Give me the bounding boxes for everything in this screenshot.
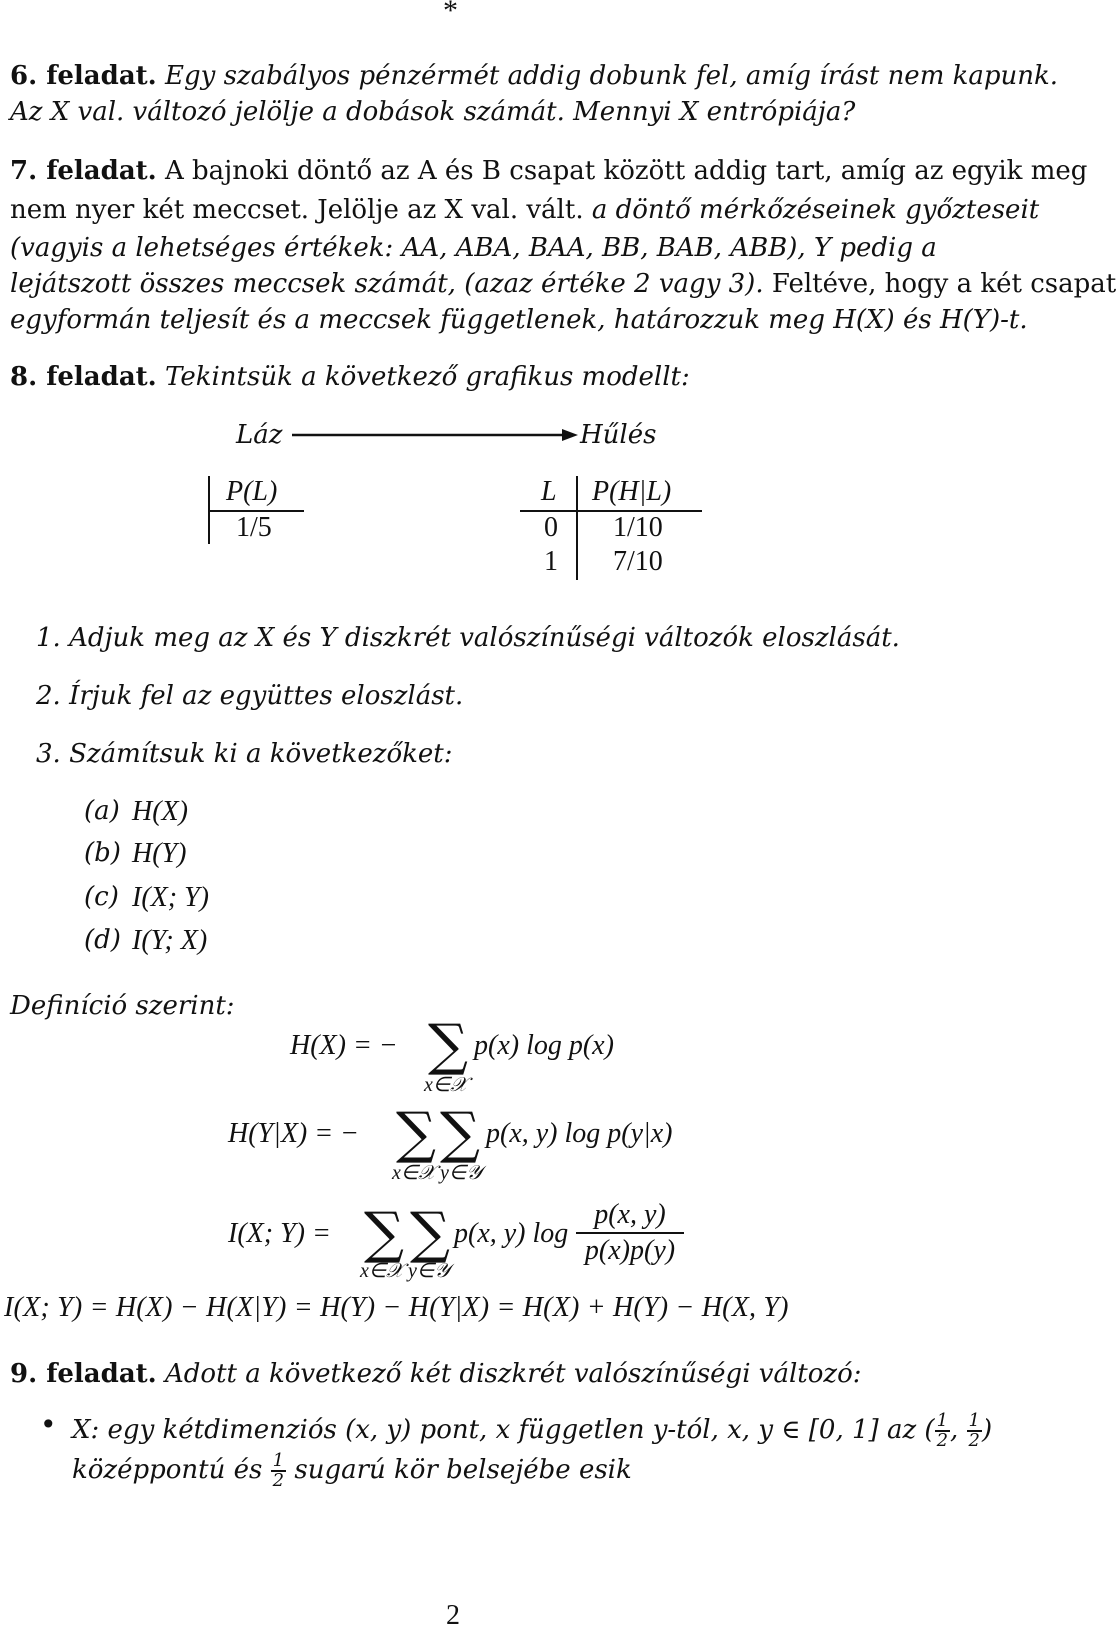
question-2: 2. Írjuk fel az együttes eloszlást.: [36, 681, 464, 711]
half-fraction-2-den: 2: [968, 1430, 980, 1451]
problem-7-text-2b: a döntő mérkőzéseinek győzteseit: [591, 195, 1040, 225]
formula-hx-sub: x∈𝒳: [424, 1074, 468, 1096]
formula-hx-sum: ∑: [428, 1013, 468, 1078]
subitem-c-tag: (c): [84, 882, 119, 912]
question-1: 1. Adjuk meg az X és Y diszkrét valószínűségi változók eloszlását.: [36, 623, 900, 653]
problem-7-line-2: [10, 192, 1039, 228]
half-fraction-1: [935, 1412, 950, 1450]
subitem-b-expr: H(Y): [132, 838, 187, 869]
half-fraction-1-num: 1: [936, 1410, 949, 1431]
subitem-a-expr: H(X): [132, 796, 188, 827]
formula-ixy-body: p(x, y) log: [454, 1218, 569, 1249]
formula-hx-body: p(x) log p(x): [474, 1030, 614, 1061]
question-3: 3. Számítsuk ki a következőket:: [36, 739, 453, 769]
formula-ixy-sum1: ∑: [364, 1201, 404, 1266]
half-fraction-3: [271, 1452, 286, 1490]
page-number: 2: [446, 1600, 460, 1631]
problem-7-text-4b: Feltéve, hogy a két csapat: [771, 269, 1116, 299]
problem-7-line-1: [10, 153, 1087, 189]
table2-col1-header: L: [541, 476, 557, 507]
problem-7-text-1: A bajnoki döntő az A és B csapat között addig tart, amíg az egyik meg: [165, 156, 1088, 186]
problem-7-label: 7. feladat.: [10, 156, 157, 186]
half-fraction-2-num: 1: [968, 1410, 980, 1431]
table2-row1-l: 0: [544, 512, 558, 543]
node-hules: Hűlés: [580, 420, 657, 450]
problem-7-text-2a: nem nyer két meccset. Jelölje az X val. vált.: [10, 195, 584, 225]
subitem-d-tag: (d): [84, 925, 121, 955]
definition-label: Definíció szerint:: [10, 991, 235, 1021]
bullet-icon: •: [40, 1408, 57, 1441]
half-fraction-1-den: 2: [936, 1430, 949, 1451]
formula-ixy-sub2: y∈𝒴: [408, 1260, 450, 1282]
problem-9-comma: ,: [950, 1415, 959, 1445]
half-fraction-3-num: 1: [272, 1450, 285, 1471]
formula-hyx-body: p(x, y) log p(y|x): [486, 1118, 673, 1149]
subitem-d-expr: I(Y; X): [132, 925, 208, 956]
problem-9-bullet-text-2b: sugarú kör belsejébe esik: [294, 1455, 632, 1485]
problem-8-label: 8. feladat.: [10, 362, 157, 392]
formula-hyx-sum2: ∑: [440, 1101, 480, 1166]
table1-value: 1/5: [236, 512, 272, 543]
problem-6-line-1: [10, 58, 1058, 94]
formula-ixy-denominator: p(x)p(y): [584, 1235, 676, 1266]
subitem-c-expr: I(X; Y): [132, 882, 209, 913]
problem-7-text-5: egyformán teljesít és a meccsek függetlenek, határozzuk meg H(X) és H(Y)-t.: [10, 305, 1028, 335]
formula-hyx-sum1: ∑: [396, 1101, 436, 1166]
table1-header: P(L): [226, 476, 278, 507]
formula-hyx-sub2: y∈𝒴: [440, 1162, 482, 1184]
problem-7-text-3: (vagyis a lehetséges értékek: AA, ABA, BAA, BB, BAB, ABB), Y pedig a: [10, 233, 937, 263]
header-star: *: [443, 0, 458, 27]
half-fraction-2: [967, 1412, 982, 1450]
problem-9-intro: Adott a következő két diszkrét valószínűségi változó:: [165, 1359, 862, 1389]
problem-9-bullet-line-2: [72, 1452, 632, 1490]
problem-6-text-1: Egy szabályos pénzérmét addig dobunk fel, amíg írást nem kapunk.: [165, 61, 1059, 91]
formula-hx-lhs: H(X) = −: [290, 1030, 398, 1061]
node-laz: Láz: [236, 420, 283, 450]
table2-vline: [576, 476, 578, 580]
problem-9-bullet-text-2a: középpontú és: [72, 1455, 263, 1485]
formula-ixy-numerator: p(x, y): [576, 1198, 684, 1234]
mutual-info-identity: I(X; Y) = H(X) − H(X|Y) = H(Y) − H(Y|X) = H(X) + H(Y) − H(X, Y): [4, 1292, 789, 1323]
table2-row2-l: 1: [544, 546, 558, 577]
formula-hyx-lhs: H(Y|X) = −: [228, 1118, 360, 1149]
table2-col2-header: P(H|L): [592, 476, 672, 507]
formula-ixy-sum2: ∑: [410, 1201, 450, 1266]
problem-6-label: 6. feladat.: [10, 61, 157, 91]
problem-9-close-paren: ): [982, 1415, 993, 1445]
formula-ixy-sub1: x∈𝒳: [360, 1260, 404, 1282]
problem-6-text-2: Az X val. változó jelölje a dobások számát. Mennyi X entrópiája?: [10, 97, 856, 127]
problem-7-text-4a: lejátszott összes meccsek számát, (azaz értéke 2 vagy 3).: [10, 269, 764, 299]
problem-7-line-4: [10, 266, 1116, 302]
problem-8-intro: Tekintsük a következő grafikus modellt:: [165, 362, 690, 392]
problem-9-line-1: [10, 1356, 862, 1392]
problem-9-bullet-line-1: [72, 1412, 992, 1450]
problem-9-label: 9. feladat.: [10, 1359, 157, 1389]
half-fraction-3-den: 2: [272, 1470, 285, 1491]
table2-row1-p: 1/10: [613, 512, 663, 543]
problem-9-bullet-text-1: X: egy kétdimenziós (x, y) pont, x független y-tól, x, y ∈ [0, 1] az (: [72, 1415, 935, 1445]
edge-arrow: [290, 425, 580, 445]
problem-8-line-1: [10, 359, 690, 395]
formula-ixy-lhs: I(X; Y) =: [228, 1218, 331, 1249]
formula-ixy-fraction: [576, 1198, 684, 1268]
table2-row2-p: 7/10: [613, 546, 663, 577]
subitem-a-tag: (a): [84, 796, 120, 826]
formula-hyx-sub1: x∈𝒳: [392, 1162, 436, 1184]
subitem-b-tag: (b): [84, 838, 121, 868]
